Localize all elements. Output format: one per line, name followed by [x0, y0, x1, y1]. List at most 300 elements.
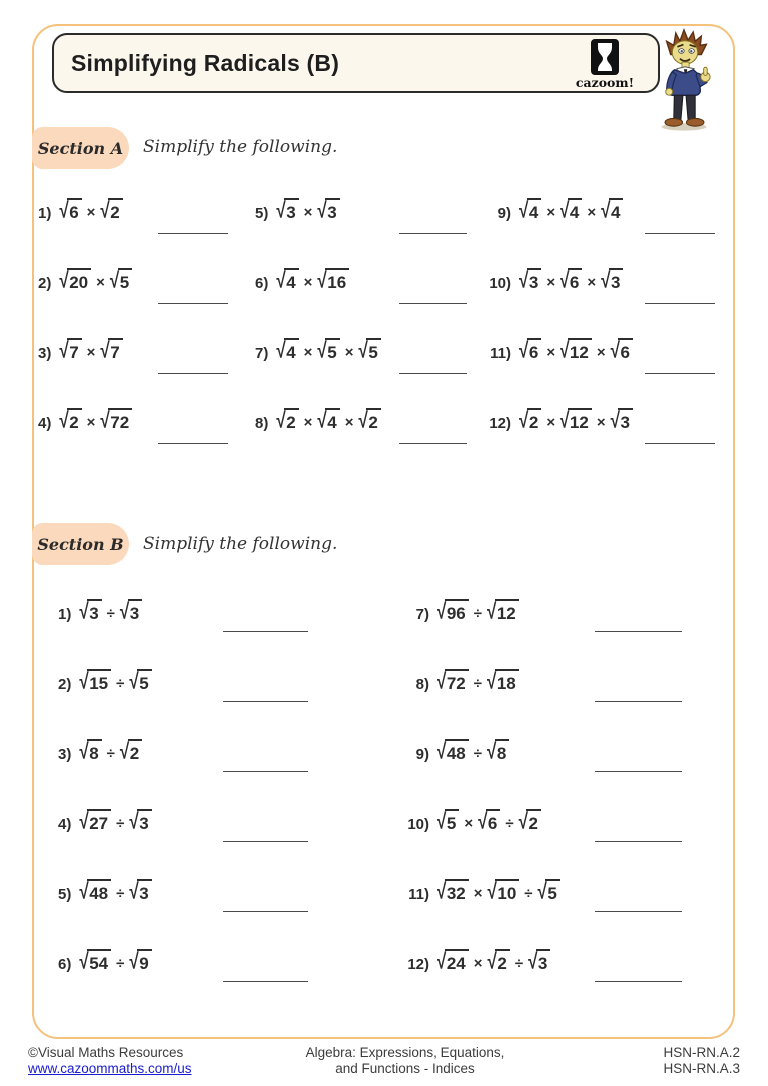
radicand: 3 — [137, 809, 151, 836]
answer-line[interactable] — [223, 841, 308, 842]
radicand: 48 — [445, 739, 469, 766]
problem-expression — [79, 669, 151, 694]
radical-sign: √ — [437, 739, 447, 764]
radical-sign: √ — [519, 268, 529, 293]
radical-sign: √ — [478, 809, 488, 834]
problem-number: 3) — [58, 746, 72, 763]
radicand: 24 — [445, 949, 469, 976]
radical-sign: √ — [129, 949, 139, 974]
sqrt-term — [358, 338, 381, 363]
problem-expression — [519, 408, 633, 433]
operator: ÷ — [524, 885, 533, 902]
radicand: 2 — [128, 739, 142, 766]
problem — [486, 268, 726, 338]
problem-expression — [276, 338, 380, 363]
radicand: 5 — [366, 338, 380, 365]
radicand: 8 — [87, 739, 101, 766]
radicand: 18 — [495, 669, 519, 696]
operator: ÷ — [116, 955, 125, 972]
radical-sign: √ — [100, 408, 110, 433]
problem — [38, 408, 254, 478]
problem-expression — [79, 809, 151, 834]
sqrt-term — [79, 599, 101, 624]
radicand: 72 — [445, 669, 469, 696]
section-a-label-text: Section A — [37, 138, 124, 158]
operator: × — [546, 344, 556, 361]
section-a-instruction: Simplify the following. — [143, 137, 338, 157]
problem-number: 7) — [415, 606, 429, 623]
sqrt-term — [129, 949, 151, 974]
problem — [255, 408, 487, 478]
radical-sign: √ — [487, 739, 497, 764]
radical-sign: √ — [59, 338, 69, 363]
answer-line[interactable] — [645, 303, 715, 304]
radical-sign: √ — [358, 338, 368, 363]
sqrt-term — [276, 198, 298, 223]
section-a-column-3 — [486, 198, 726, 478]
answer-line[interactable] — [595, 631, 682, 632]
radical-sign: √ — [610, 408, 620, 433]
operator: × — [96, 274, 105, 291]
operator: ÷ — [514, 955, 524, 972]
problem-number: 4) — [58, 816, 72, 833]
sqrt-term — [119, 739, 142, 764]
problem — [404, 809, 724, 879]
footer-category-block — [205, 1045, 605, 1077]
problem-expression — [79, 949, 151, 974]
problem — [38, 268, 254, 338]
sqrt-term — [59, 198, 81, 223]
radical-sign: √ — [358, 408, 368, 433]
operator: × — [546, 414, 556, 431]
radical-sign: √ — [437, 879, 447, 904]
sqrt-term — [519, 338, 541, 363]
radical-sign: √ — [79, 879, 89, 904]
radicand: 72 — [108, 408, 132, 435]
sqrt-term — [487, 949, 510, 974]
problem — [58, 809, 368, 879]
operator: ÷ — [116, 675, 125, 692]
cazoom-logo — [574, 39, 636, 90]
answer-line[interactable] — [158, 373, 228, 374]
section-a-label — [32, 127, 129, 169]
radicand: 15 — [87, 669, 111, 696]
radical-sign: √ — [487, 669, 497, 694]
problem-number: 6) — [58, 956, 72, 973]
sqrt-term — [610, 408, 633, 433]
radical-sign: √ — [519, 408, 529, 433]
sqrt-term — [79, 669, 111, 694]
answer-line[interactable] — [399, 443, 467, 444]
radicand: 3 — [536, 949, 550, 976]
radicand: 2 — [527, 408, 541, 435]
answer-line[interactable] — [223, 701, 308, 702]
operator: × — [86, 204, 96, 221]
radicand: 5 — [545, 879, 559, 906]
operator: × — [464, 815, 474, 832]
radical-sign: √ — [560, 198, 570, 223]
sqrt-term — [79, 879, 111, 904]
problem — [58, 949, 368, 1019]
sqrt-term — [519, 268, 541, 293]
problem-number: 8) — [255, 415, 269, 432]
operator: ÷ — [116, 885, 125, 902]
answer-line[interactable] — [223, 911, 308, 912]
problem — [404, 949, 724, 1019]
radicand: 6 — [486, 809, 500, 836]
radical-sign: √ — [59, 408, 69, 433]
sqrt-term — [560, 268, 582, 293]
answer-line[interactable] — [595, 841, 682, 842]
radical-sign: √ — [528, 949, 538, 974]
cazoom-link[interactable]: www.cazoommaths.com/us — [28, 1061, 192, 1076]
problem-expression — [437, 599, 519, 624]
radicand: 12 — [568, 408, 592, 435]
sqrt-term — [109, 268, 132, 293]
radical-sign: √ — [437, 809, 447, 834]
problem-expression — [59, 268, 132, 293]
radical-sign: √ — [437, 599, 447, 624]
radical-sign: √ — [79, 949, 89, 974]
answer-line[interactable] — [399, 233, 467, 234]
sqrt-term — [518, 809, 541, 834]
sqrt-term — [129, 809, 151, 834]
sqrt-term — [79, 949, 111, 974]
radical-sign: √ — [487, 599, 497, 624]
standard-code-2: HSN-RN.A.3 — [663, 1061, 740, 1076]
cazoom-logo-text: cazoom! — [575, 75, 635, 90]
radicand: 3 — [87, 599, 101, 626]
cazoom-mascot — [652, 28, 718, 132]
radicand: 12 — [568, 338, 592, 365]
sqrt-term — [100, 338, 122, 363]
footer-standards-block — [663, 1045, 740, 1077]
radical-sign: √ — [129, 809, 139, 834]
sqrt-term — [276, 408, 298, 433]
radicand: 4 — [527, 198, 541, 225]
operator: ÷ — [505, 815, 514, 832]
problem-number: 1) — [38, 205, 52, 222]
problem-number: 9) — [497, 205, 511, 222]
radicand: 3 — [609, 268, 623, 295]
sqrt-term — [519, 408, 541, 433]
problem-number: 10) — [489, 275, 511, 292]
radical-sign: √ — [129, 669, 139, 694]
problem-expression — [437, 949, 550, 974]
problem-number: 5) — [255, 205, 269, 222]
radical-sign: √ — [79, 599, 89, 624]
problem-number: 11) — [490, 345, 511, 362]
problem — [404, 669, 724, 739]
problem-expression — [276, 198, 339, 223]
operator: × — [596, 414, 606, 431]
problem-number: 9) — [415, 746, 429, 763]
radical-sign: √ — [560, 268, 570, 293]
radicand: 32 — [445, 879, 469, 906]
sqrt-term — [519, 198, 541, 223]
problem — [58, 879, 368, 949]
sqrt-term — [79, 739, 101, 764]
problem-number: 6) — [255, 275, 269, 292]
operator: × — [303, 344, 313, 361]
radicand: 3 — [284, 198, 298, 225]
problem-expression — [79, 739, 142, 764]
radical-sign: √ — [560, 408, 570, 433]
radicand: 7 — [67, 338, 81, 365]
section-b-column-1 — [58, 599, 368, 1019]
radicand: 4 — [325, 408, 339, 435]
radicand: 8 — [495, 739, 509, 766]
sqrt-term — [79, 809, 111, 834]
problem — [486, 338, 726, 408]
radical-sign: √ — [601, 198, 611, 223]
operator: ÷ — [473, 745, 482, 762]
radical-sign: √ — [129, 879, 139, 904]
section-b-instruction: Simplify the following. — [143, 534, 338, 554]
sqrt-term — [487, 879, 520, 904]
problem-expression — [59, 408, 132, 433]
problem-expression — [59, 338, 122, 363]
problem — [404, 739, 724, 809]
category-line-1: Algebra: Expressions, Equations, — [305, 1045, 505, 1060]
problem-expression — [437, 809, 541, 834]
title-box — [52, 33, 660, 93]
radicand: 3 — [137, 879, 151, 906]
radicand: 7 — [108, 338, 122, 365]
radicand: 10 — [495, 879, 519, 906]
operator: × — [86, 414, 96, 431]
radicand: 5 — [325, 338, 339, 365]
radicand: 3 — [618, 408, 632, 435]
problem — [255, 198, 487, 268]
sqrt-term — [487, 599, 519, 624]
radical-sign: √ — [560, 338, 570, 363]
radicand: 3 — [128, 599, 142, 626]
sqrt-term — [487, 739, 509, 764]
cazoom-goblet-icon — [591, 39, 619, 75]
problem-number: 10) — [407, 816, 429, 833]
radicand: 2 — [526, 809, 540, 836]
radical-sign: √ — [437, 669, 447, 694]
radicand: 4 — [609, 198, 623, 225]
radical-sign: √ — [79, 739, 89, 764]
operator: × — [303, 414, 313, 431]
operator: ÷ — [106, 605, 115, 622]
answer-line[interactable] — [595, 771, 682, 772]
radical-sign: √ — [100, 338, 110, 363]
section-a-column-2 — [255, 198, 487, 478]
sqrt-term — [59, 338, 81, 363]
problem-number: 5) — [58, 886, 72, 903]
problem — [486, 198, 726, 268]
radicand: 48 — [87, 879, 111, 906]
radical-sign: √ — [601, 268, 611, 293]
problem-expression — [437, 739, 509, 764]
answer-line[interactable] — [595, 911, 682, 912]
problem-number: 2) — [38, 275, 52, 292]
radicand: 6 — [568, 268, 582, 295]
answer-line[interactable] — [645, 233, 715, 234]
radical-sign: √ — [487, 949, 497, 974]
problem-number: 8) — [415, 676, 429, 693]
sqrt-term — [601, 268, 623, 293]
problem — [38, 198, 254, 268]
operator: ÷ — [106, 745, 115, 762]
operator: × — [303, 274, 313, 291]
radicand: 3 — [325, 198, 339, 225]
radical-sign: √ — [59, 198, 69, 223]
problem-expression — [437, 669, 519, 694]
problem-expression — [59, 198, 122, 223]
radical-sign: √ — [317, 268, 327, 293]
section-b-label-text: Section B — [37, 534, 124, 554]
category-line-2: and Functions - Indices — [335, 1061, 475, 1076]
operator: × — [473, 885, 483, 902]
sqrt-term — [317, 338, 339, 363]
radicand: 2 — [67, 408, 81, 435]
radical-sign: √ — [317, 198, 327, 223]
radical-sign: √ — [437, 949, 447, 974]
sqrt-term — [358, 408, 381, 433]
radicand: 5 — [118, 268, 132, 295]
problem — [404, 879, 724, 949]
sqrt-term — [437, 599, 469, 624]
answer-line[interactable] — [223, 631, 308, 632]
operator: × — [546, 204, 556, 221]
problem-expression — [519, 268, 623, 293]
radical-sign: √ — [79, 809, 89, 834]
radicand: 5 — [445, 809, 459, 836]
radical-sign: √ — [109, 268, 120, 293]
copyright-text: ©Visual Maths Resources — [28, 1045, 184, 1060]
problem-number: 12) — [489, 415, 511, 432]
sqrt-term — [129, 879, 151, 904]
answer-line[interactable] — [158, 303, 228, 304]
sqrt-term — [560, 408, 592, 433]
sqrt-term — [100, 198, 122, 223]
operator: ÷ — [473, 675, 482, 692]
problem-expression — [79, 879, 151, 904]
sqrt-term — [317, 268, 349, 293]
radicand: 4 — [284, 268, 298, 295]
section-b-label — [32, 523, 129, 565]
sqrt-term — [437, 879, 469, 904]
problem-number: 12) — [407, 956, 429, 973]
radical-sign: √ — [487, 879, 497, 904]
radicand: 6 — [527, 338, 541, 365]
radicand: 3 — [527, 268, 541, 295]
sqrt-term — [437, 809, 459, 834]
problem — [58, 669, 368, 739]
problem-expression — [276, 268, 349, 293]
problem — [255, 338, 487, 408]
radical-sign: √ — [276, 268, 286, 293]
radical-sign: √ — [100, 198, 110, 223]
radical-sign: √ — [537, 879, 547, 904]
problem-number: 4) — [38, 415, 52, 432]
answer-line[interactable] — [158, 233, 228, 234]
radicand: 6 — [618, 338, 632, 365]
sqrt-term — [560, 198, 582, 223]
sqrt-term — [610, 338, 633, 363]
sqrt-term — [119, 599, 142, 624]
radicand: 54 — [87, 949, 111, 976]
problem-expression — [519, 338, 633, 363]
sqrt-term — [528, 949, 550, 974]
page-title: Simplifying Radicals (B) — [71, 49, 340, 76]
answer-line[interactable] — [645, 373, 715, 374]
radical-sign: √ — [317, 408, 327, 433]
radical-sign: √ — [610, 338, 620, 363]
radicand: 4 — [284, 338, 298, 365]
answer-line[interactable] — [645, 443, 715, 444]
radicand: 2 — [366, 408, 380, 435]
radicand: 20 — [67, 268, 91, 295]
radicand: 9 — [137, 949, 151, 976]
radical-sign: √ — [317, 338, 327, 363]
operator: × — [596, 344, 606, 361]
radical-sign: √ — [276, 198, 286, 223]
sqrt-term — [601, 198, 623, 223]
answer-line[interactable] — [223, 771, 308, 772]
radical-sign: √ — [276, 408, 286, 433]
sqrt-term — [59, 268, 91, 293]
sqrt-term — [437, 949, 469, 974]
operator: × — [587, 204, 597, 221]
operator: ÷ — [116, 815, 125, 832]
radical-sign: √ — [119, 599, 130, 624]
sqrt-term — [317, 408, 339, 433]
problem — [58, 599, 368, 669]
sqrt-term — [437, 669, 469, 694]
radicand: 4 — [568, 198, 582, 225]
answer-line[interactable] — [223, 981, 308, 982]
sqrt-term — [487, 669, 519, 694]
problem-expression — [276, 408, 380, 433]
mascot-thumbs-up — [704, 67, 708, 75]
radicand: 6 — [67, 198, 81, 225]
sqrt-term — [437, 739, 469, 764]
problem — [255, 268, 487, 338]
problem — [404, 599, 724, 669]
problem — [38, 338, 254, 408]
answer-line[interactable] — [595, 701, 682, 702]
answer-line[interactable] — [399, 373, 467, 374]
radical-sign: √ — [519, 198, 529, 223]
footer-copyright-block — [28, 1045, 192, 1077]
sqrt-term — [560, 338, 592, 363]
sqrt-term — [276, 268, 298, 293]
answer-line[interactable] — [158, 443, 228, 444]
answer-line[interactable] — [399, 303, 467, 304]
radicand: 2 — [108, 198, 122, 225]
operator: × — [473, 955, 483, 972]
sqrt-term — [276, 338, 298, 363]
radical-sign: √ — [59, 268, 69, 293]
problem-number: 7) — [255, 345, 269, 362]
problem-number: 2) — [58, 676, 72, 693]
problem-number: 3) — [38, 345, 52, 362]
operator: × — [86, 344, 96, 361]
answer-line[interactable] — [595, 981, 682, 982]
radicand: 5 — [137, 669, 151, 696]
operator: × — [303, 204, 313, 221]
radical-sign: √ — [518, 809, 528, 834]
radicand: 2 — [495, 949, 509, 976]
sqrt-term — [129, 669, 151, 694]
sqrt-term — [537, 879, 560, 904]
standard-code-1: HSN-RN.A.2 — [663, 1045, 740, 1060]
